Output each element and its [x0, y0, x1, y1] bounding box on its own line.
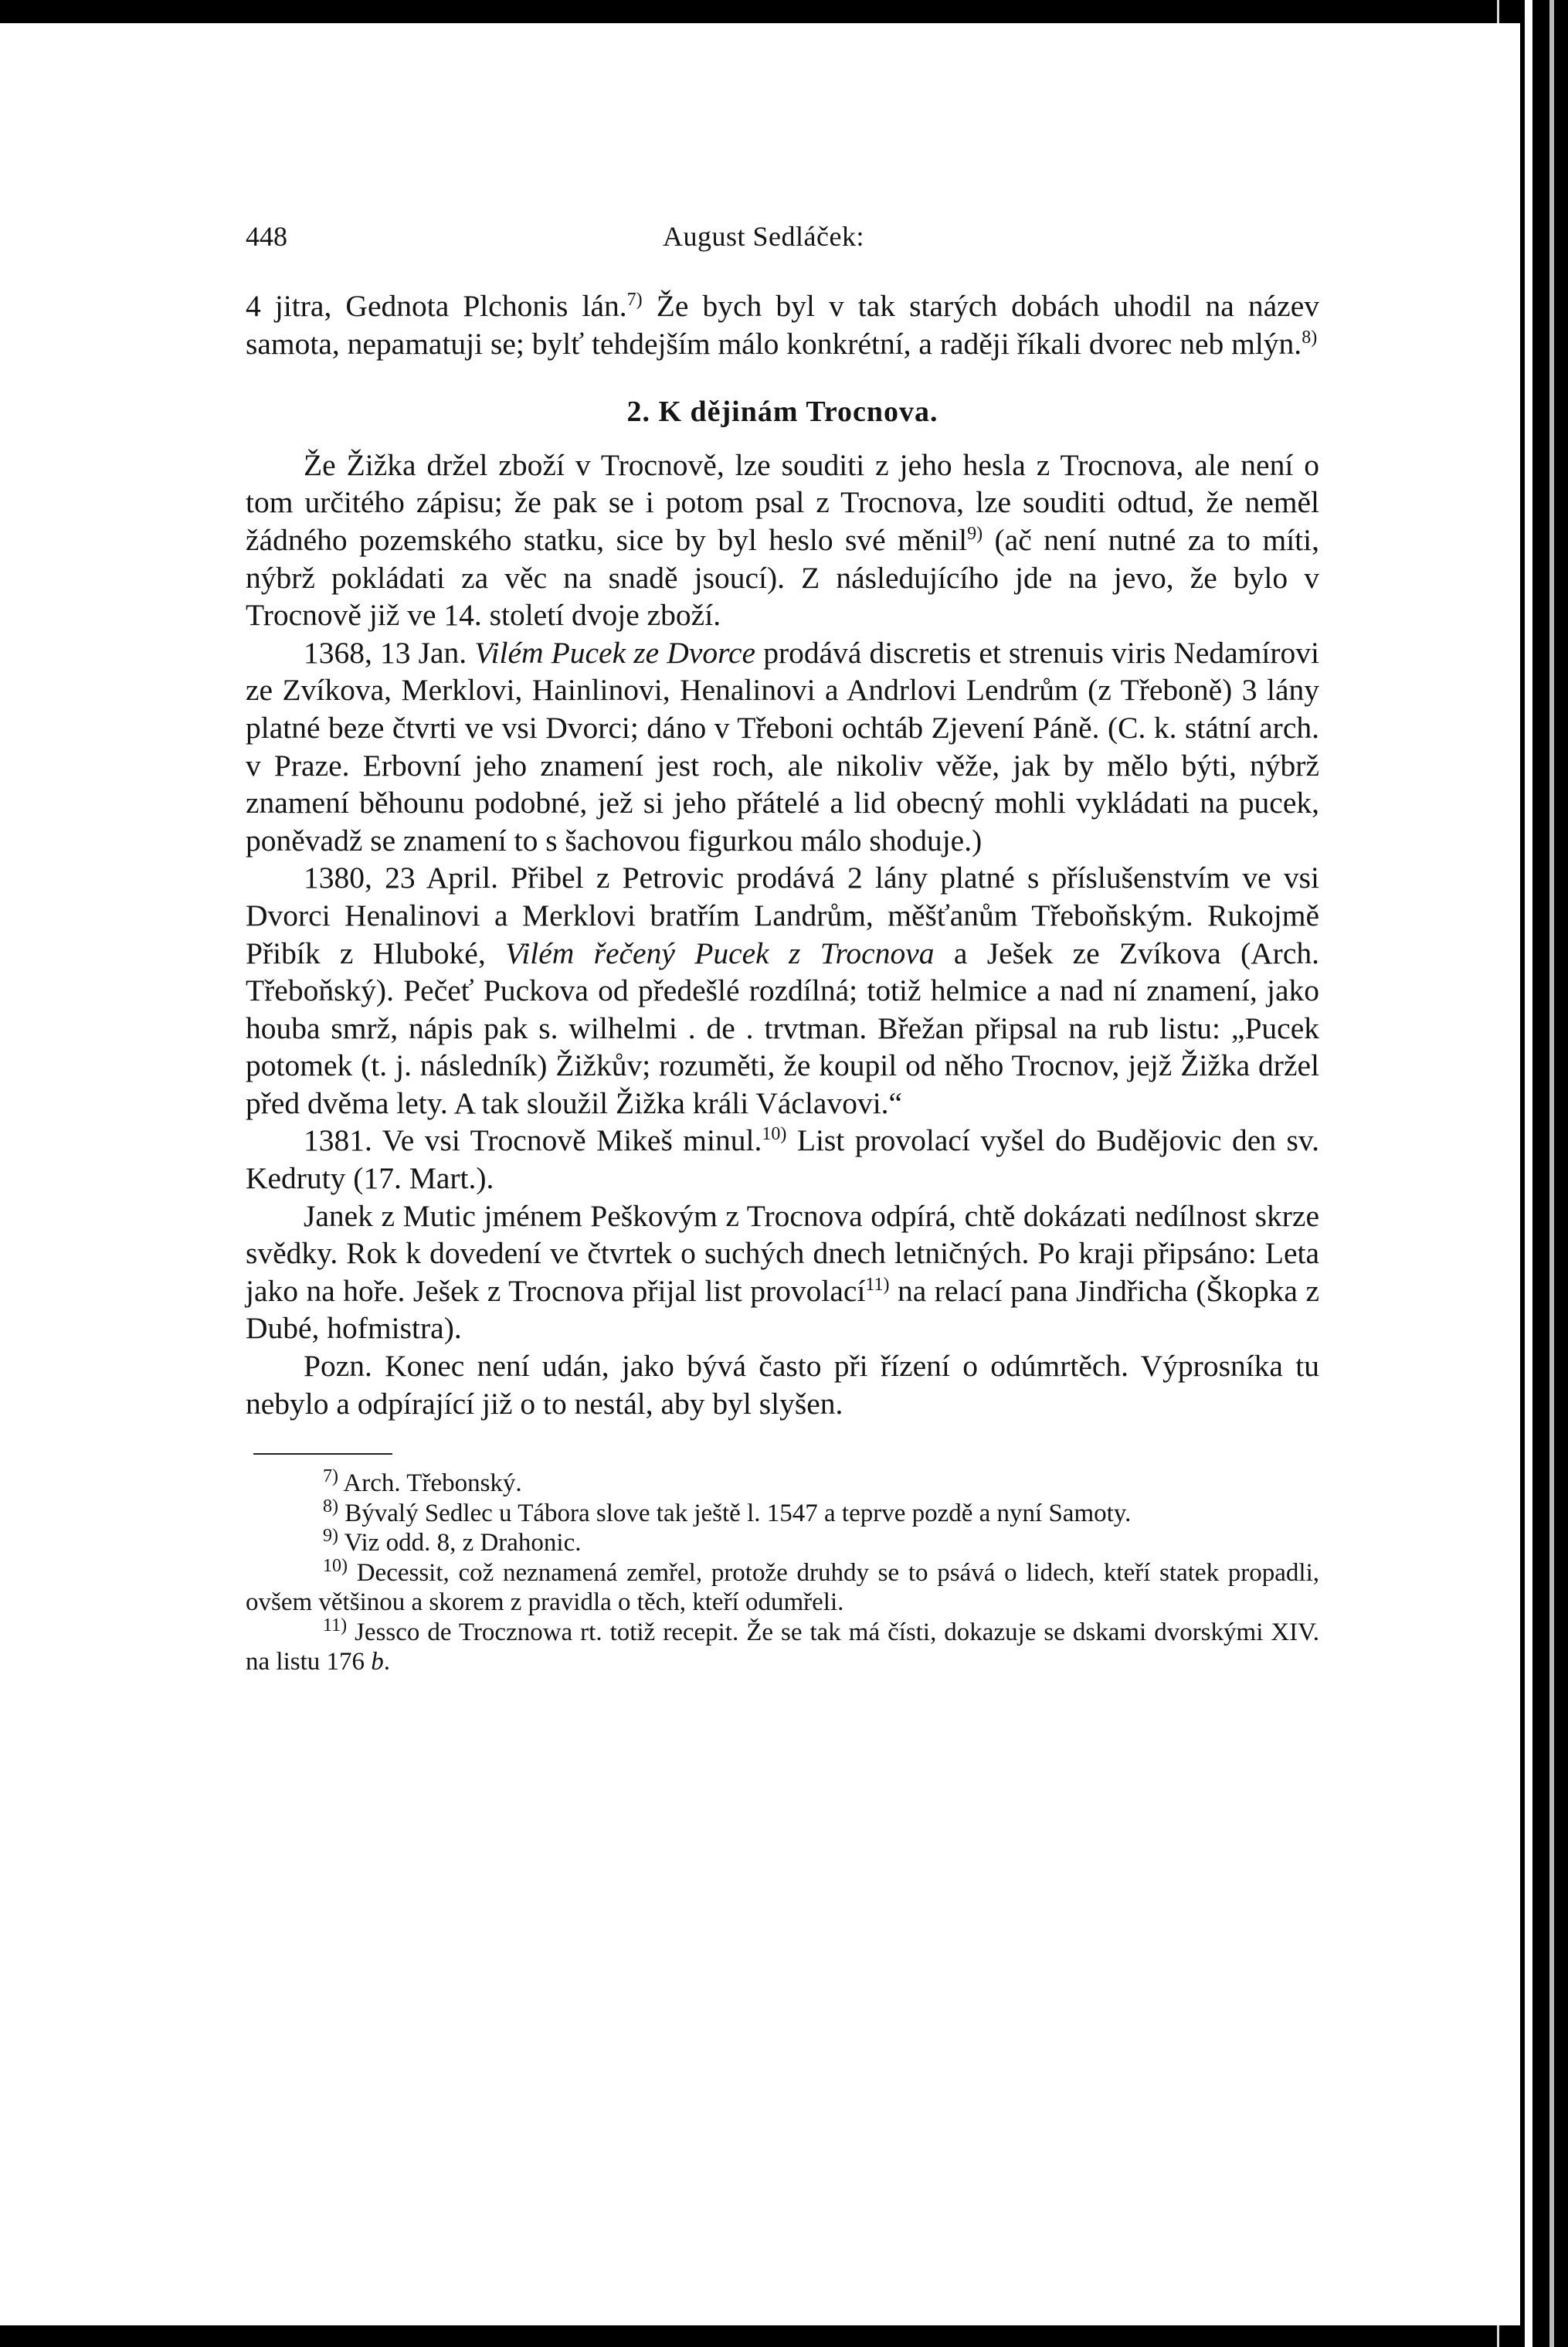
- footnote-text: Jessco de Trocznowa rt. totiž recepit. Že se tak má čísti, dokazuje se dskami dvorskými XIV. na listu 176: [246, 1618, 1319, 1676]
- footnote-ref: 10): [762, 1124, 787, 1145]
- footnote-text: Bývalý Sedlec u Tábora slove tak ještě l. 1547 a teprve pozdě a nyní Samoty.: [338, 1499, 1132, 1527]
- intro-paragraph: [246, 287, 1319, 362]
- text-run: prodává discretis et strenuis viris Nedamírovi ze Zvíkova, Merklovi, Hainlinovi, Henalinovi a Andrlovi Lendrům (z Třeboně) 3 lány platné beze čtvrti ve vsi Dvorci; dáno v Třeboni ochtáb Zjevení Páně. (C. k. státní arch. v Praze. Erbovní jeho znamení jest roch, ale nikoliv věže, jak by mělo býti, nýbrž znamení běhounu podobné, jež si jeho přátelé a lid obecný mohli vykládati na pucek, poněvadž se znamení to s šachovou figurkou málo shoduje.): [246, 635, 1320, 858]
- paragraph: [246, 1197, 1319, 1347]
- text-run: 4 jitra, Gednota Plchonis lán.: [246, 289, 627, 323]
- text-run: Že Žižka držel zboží v Trocnově, lze souditi z jeho hesla z Trocnova, ale není o tom určitého zápisu; že pak se i potom psal z Trocnova, lze souditi odtud, že neměl žádného pozemského statku, sice by byl heslo své měnil: [246, 447, 1319, 557]
- footnote-ref: 11): [865, 1274, 890, 1295]
- section-heading: 2. K dějinám Trocnova.: [626, 396, 938, 429]
- footnote: [246, 1528, 1319, 1558]
- page-edge: [1525, 0, 1532, 2347]
- page-edge: [1549, 0, 1554, 2347]
- footnote-text: Arch. Třebonský.: [338, 1469, 522, 1498]
- footnote-mark: 10): [323, 1555, 348, 1576]
- text-run: 1380, 23 April. Přibel z Petrovic prodává 2 lány platné s příslušenstvím ve vsi Dvorci Henalinovi a Merklovi bratřím Landrům, měšťanům Třeboňským. Rukojmě Přibík z Hluboké,: [246, 861, 1319, 970]
- italic-letter: b: [371, 1648, 384, 1676]
- footnote-mark: 9): [323, 1526, 338, 1547]
- text-run: na relací pana Jindřicha (Škopka z Dubé, hofmistra).: [246, 1273, 1319, 1346]
- footnotes: [246, 1466, 1319, 1677]
- paragraph: [246, 634, 1319, 860]
- footnote: [246, 1555, 1319, 1618]
- italic-name: Vilém Pucek ze Dvorce: [474, 635, 756, 670]
- footnote: [246, 1615, 1319, 1677]
- text-run: (ač není nutné za to míti, nýbrž pokládati za věc na snadě jsoucí). Z následujícího jde na jevo, že bylo v Trocnově již ve 14. století dvoje zboží.: [246, 522, 1319, 633]
- running-title: August Sedláček:: [663, 221, 864, 252]
- paragraph: [246, 1122, 1319, 1197]
- footnote-ref: 7): [626, 289, 643, 310]
- footnote-mark: 8): [323, 1496, 338, 1517]
- text-run: a Ješek ze Zvíkova (Arch. Třeboňský). Pečeť Puckova od předešlé rozdílná; totiž helmice a nad ní znamení, jako houba smrž, nápis pak s. wilhelmi . de . trvtman. Břežan připsal na rub listu: „Pucek potomek (t. j. následník) Žižkův; rozuměti, že koupil od něho Trocnov, jejž Žižka držel před dvěma lety. A tak sloužil Žižka králi Václavovi.“: [246, 936, 1319, 1120]
- page-number: 448: [246, 221, 287, 252]
- footnote-mark: 11): [323, 1615, 348, 1635]
- footnote-mark: 7): [323, 1466, 338, 1487]
- footnote-text: Viz odd. 8, z Drahonic.: [338, 1529, 582, 1557]
- paragraph: [246, 447, 1319, 634]
- text-run: List provolací vyšel do Budějovic den sv. Kedruty (17. Mart.).: [246, 1123, 1319, 1196]
- footnote-text: .: [383, 1648, 390, 1676]
- footnote-ref: 8): [1302, 327, 1318, 348]
- page-text: [246, 218, 1319, 1677]
- footnote-text: Decessit, což neznamená zemřel, protože druhdy se to psává o lidech, kteří statek propadli, ovšem většinou a skorem z pravidla o těch, kteří odumřeli.: [246, 1558, 1319, 1617]
- text-run: Že bych byl v tak starých dobách uhodil na název samota, nepamatuji se; bylť tehdejším málo konkrétní, a raději říkali dvorec neb mlýn.: [246, 289, 1319, 361]
- text-run: Janek z Mutic jménem Peškovým z Trocnova odpírá, chtě dokázati nedílnost skrze svědky. Rok k dovedení ve čtvrtek o suchých dnech letničných. Po kraji připsáno: Leta jako na hoře. Ješek z Trocnova přijal list provolací: [246, 1198, 1319, 1308]
- italic-name: Vilém řečený Pucek z Trocnova: [505, 936, 935, 970]
- footnote: [246, 1466, 1319, 1499]
- footnote-divider: [253, 1453, 392, 1455]
- paragraph: Pozn. Konec není udán, jako bývá často při řízení o odúmrtěch. Výprosníka tu nebylo a odpírající již o to nestál, aby byl slyšen.: [246, 1349, 1319, 1421]
- text-run: 1368, 13 Jan.: [304, 635, 475, 670]
- footnote: [246, 1496, 1319, 1529]
- paragraph: [246, 859, 1319, 1122]
- text-run: 1381. Ve vsi Trocnově Mikeš minul.: [304, 1123, 762, 1158]
- footnote-ref: 9): [967, 523, 983, 544]
- page-header: [246, 218, 1319, 255]
